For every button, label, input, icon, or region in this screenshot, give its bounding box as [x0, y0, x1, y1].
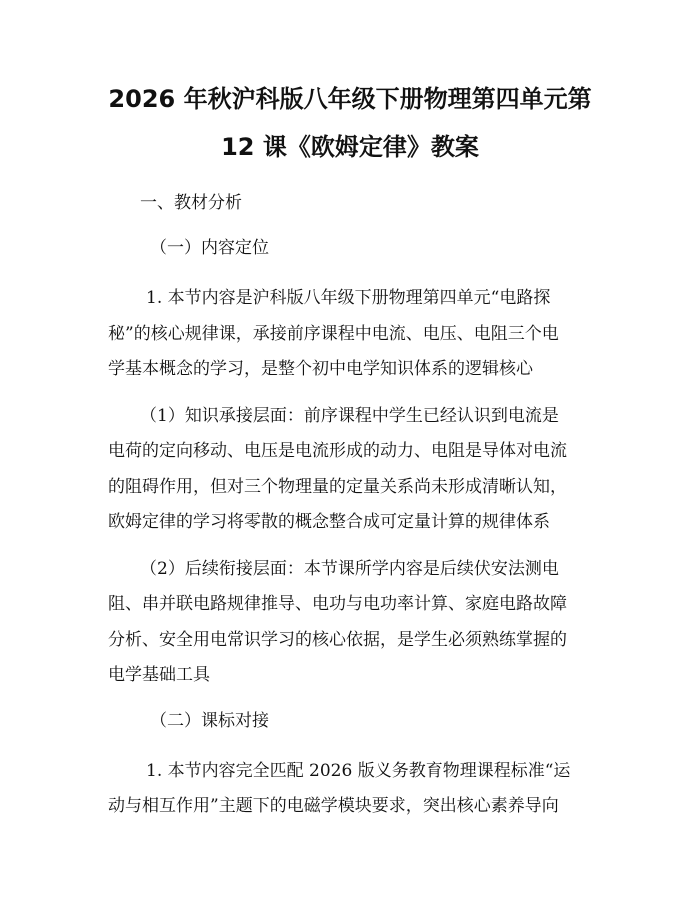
paragraph-3-line-1: （2）后续衔接层面：本节课所学内容是后续伏安法测电 — [140, 559, 559, 579]
subsection-heading-content-positioning: （一）内容定位 — [150, 238, 269, 258]
paragraph-2-line-1: （1）知识承接层面：前序课程中学生已经认识到电流是 — [140, 406, 559, 426]
subsection-heading-curriculum-standards: （二）课标对接 — [150, 711, 269, 731]
paragraph-1-line-2: 秘”的核心规律课，承接前序课程中电流、电压、电阻三个电 — [108, 324, 559, 344]
document-title-line-2: 12 课《欧姆定律》教案 — [221, 133, 479, 161]
paragraph-4-line-1: 1. 本节内容完全匹配 2026 版义务教育物理课程标准“运 — [146, 761, 571, 781]
paragraph-2-line-2: 电荷的定向移动、电压是电流形成的动力、电阻是导体对电流 — [108, 441, 567, 461]
section-heading-textbook-analysis: 一、教材分析 — [140, 193, 242, 213]
paragraph-4-line-2: 动与相互作用”主题下的电磁学模块要求，突出核心素养导向 — [108, 796, 559, 816]
paragraph-3-line-2: 阻、串并联电路规律推导、电功与电功率计算、家庭电路故障 — [108, 594, 567, 614]
paragraph-1-line-1: 1. 本节内容是沪科版八年级下册物理第四单元“电路探 — [146, 288, 551, 308]
paragraph-2-line-4: 欧姆定律的学习将零散的概念整合成可定量计算的规律体系 — [108, 512, 550, 532]
document-title-line-1: 2026 年秋沪科版八年级下册物理第四单元第 — [108, 85, 592, 113]
paragraph-2-line-3: 的阻碍作用，但对三个物理量的定量关系尚未形成清晰认知， — [108, 477, 567, 497]
paragraph-3-line-3: 分析、安全用电常识学习的核心依据，是学生必须熟练掌握的 — [108, 630, 567, 650]
paragraph-3-line-4: 电学基础工具 — [108, 665, 210, 685]
paragraph-1-line-3: 学基本概念的学习，是整个初中电学知识体系的逻辑核心 — [108, 359, 533, 379]
